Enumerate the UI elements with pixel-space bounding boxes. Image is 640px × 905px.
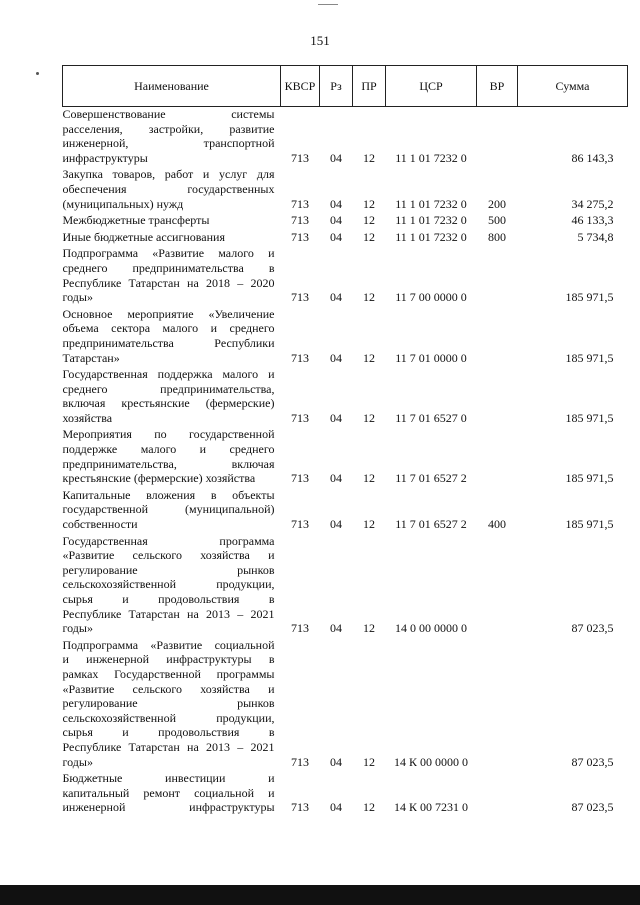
row-name-line: «Развитие сельского хозяйства и [62, 681, 275, 696]
cell-pr: 12 [363, 471, 375, 486]
cell-csr: 11 7 01 6527 2 [395, 471, 467, 486]
budget-table-container [62, 65, 627, 817]
row-name-line: Совершенствование системы [62, 107, 275, 121]
cell-sum: 185 971,5 [565, 471, 614, 486]
row-name-line: включая крестьянские (фермерские) [62, 396, 275, 411]
table-row [63, 107, 628, 168]
cell-pr: 12 [363, 350, 375, 365]
row-name-line: Республике Татарстан на 2018 – 2020 [62, 275, 275, 290]
table-row [63, 246, 628, 306]
table-row [63, 638, 628, 771]
cell-vr: 800 [488, 229, 506, 244]
cell-vr [477, 367, 518, 427]
cell-pr: 12 [363, 410, 375, 425]
table-row [63, 427, 628, 487]
cell-kvsr: 713 [291, 800, 309, 815]
cell-pr: 12 [363, 196, 375, 211]
table-row [63, 230, 628, 247]
row-name-line: Государственная поддержка малого и [62, 367, 275, 382]
cell-rz: 04 [330, 290, 342, 305]
cell-pr: 12 [363, 213, 375, 228]
row-name-line: обеспечения государственных [62, 181, 275, 196]
row-name [63, 427, 281, 487]
row-name-line: Иные бюджетные ассигнования [62, 229, 225, 244]
row-name-line: Основное мероприятие «Увеличение [62, 306, 275, 321]
header-pr: ПР [353, 66, 386, 107]
cell-kvsr: 713 [291, 213, 309, 228]
row-name-line: капитальный ремонт социальной и [62, 785, 275, 800]
cell-sum: 86 143,3 [571, 150, 614, 165]
cell-pr: 12 [363, 754, 375, 769]
cell-rz: 04 [330, 754, 342, 769]
row-name-line: Мероприятия по государственной [62, 427, 275, 442]
table-row [63, 488, 628, 534]
row-name [63, 367, 281, 427]
cell-kvsr: 713 [291, 471, 309, 486]
cell-csr: 11 7 01 0000 0 [395, 350, 467, 365]
row-name-line: годы» [62, 621, 93, 636]
cell-csr: 11 7 01 6527 2 [395, 517, 467, 532]
row-name-line: инженерной, транспортной [62, 136, 275, 151]
cell-kvsr: 713 [291, 196, 309, 211]
cell-vr [477, 771, 518, 817]
row-name-line: Республике Татарстан на 2013 – 2021 [62, 606, 275, 621]
row-name-line: крестьянские (фермерские) хозяйства [62, 471, 256, 486]
row-name-line: Бюджетные инвестиции и [62, 771, 275, 786]
cell-pr: 12 [363, 800, 375, 815]
table-header-row [63, 66, 628, 107]
row-name-line: собственности [62, 517, 138, 532]
row-name-line: сырья и продовольствия в [62, 725, 275, 740]
row-name-line: сырья и продовольствия в [62, 592, 275, 606]
table-row [63, 367, 628, 427]
row-name [63, 213, 281, 230]
budget-table [62, 65, 628, 817]
cell-rz: 04 [330, 410, 342, 425]
cell-pr: 12 [363, 290, 375, 305]
header-vr: ВР [477, 66, 518, 107]
cell-sum: 185 971,5 [565, 410, 614, 425]
cell-vr: 200 [488, 196, 506, 211]
table-row [63, 534, 628, 638]
row-name-line: рамках Государственной программы [62, 666, 275, 681]
cell-csr: 11 7 01 6527 0 [395, 410, 467, 425]
header-name: Наименование [63, 66, 281, 107]
row-name-line: Республике Татарстан на 2013 – 2021 [62, 739, 275, 754]
scan-mark [318, 4, 338, 5]
row-name [63, 167, 281, 213]
cell-vr [477, 107, 518, 168]
cell-pr: 12 [363, 229, 375, 244]
page-number: 151 [310, 33, 330, 48]
cell-rz: 04 [330, 800, 342, 815]
header-csr: ЦСР [386, 66, 477, 107]
cell-csr: 11 1 01 7232 0 [395, 229, 467, 244]
row-name-line: государственной (муниципальной) [62, 502, 275, 517]
cell-vr [477, 427, 518, 487]
row-name-line: «Развитие сельского хозяйства и [62, 548, 275, 563]
cell-sum: 87 023,5 [571, 754, 614, 769]
row-name-line: регулирование рынков [62, 562, 275, 577]
header-rz: Рз [320, 66, 353, 107]
row-name [63, 230, 281, 247]
cell-rz: 04 [330, 196, 342, 211]
cell-rz: 04 [330, 213, 342, 228]
header-sum: Сумма [518, 66, 628, 107]
cell-pr: 12 [363, 621, 375, 636]
row-name-line: предпринимательства Республики [62, 335, 275, 350]
row-name-line: Татарстан» [62, 350, 120, 365]
cell-kvsr: 713 [291, 410, 309, 425]
row-name-line: хозяйства [62, 410, 113, 425]
cell-kvsr: 713 [291, 517, 309, 532]
cell-kvsr: 713 [291, 150, 309, 165]
row-name-line: инфраструктуры [62, 150, 148, 165]
scan-mark [36, 72, 39, 75]
row-name-line: Государственная программа [62, 533, 275, 548]
row-name-line: Межбюджетные трансферты [62, 213, 210, 228]
cell-vr: 400 [488, 517, 506, 532]
row-name-line: расселения, застройки, развитие [62, 121, 275, 136]
cell-csr: 11 1 01 7232 0 [395, 196, 467, 211]
cell-sum: 34 275,2 [571, 196, 614, 211]
table-body [63, 107, 628, 817]
cell-sum: 185 971,5 [565, 350, 614, 365]
cell-kvsr: 713 [291, 621, 309, 636]
cell-vr: 500 [488, 213, 506, 228]
cell-kvsr: 713 [291, 754, 309, 769]
cell-csr: 11 7 00 0000 0 [395, 290, 467, 305]
table-row [63, 771, 628, 817]
cell-rz: 04 [330, 471, 342, 486]
cell-sum: 87 023,5 [571, 621, 614, 636]
row-name [63, 246, 281, 306]
header-kvsr: КВСР [281, 66, 320, 107]
cell-kvsr: 713 [291, 229, 309, 244]
row-name-line: Закупка товаров, работ и услуг для [62, 167, 275, 182]
row-name-line: (муниципальных) нужд [62, 196, 184, 211]
row-name-line: годы» [62, 290, 93, 305]
row-name [63, 107, 281, 168]
row-name [63, 534, 281, 638]
row-name-line: регулирование рынков [62, 696, 275, 711]
cell-rz: 04 [330, 150, 342, 165]
cell-rz: 04 [330, 517, 342, 532]
row-name-line: объема сектора малого и среднего [62, 321, 275, 336]
cell-rz: 04 [330, 350, 342, 365]
row-name [63, 307, 281, 367]
row-name-line: сельскохозяйственной продукции, [62, 577, 275, 592]
cell-kvsr: 713 [291, 350, 309, 365]
cell-csr: 14 К 00 0000 0 [393, 754, 468, 769]
cell-vr [477, 638, 518, 771]
row-name-line: годы» [62, 754, 93, 769]
row-name-line: поддержке малого и среднего [62, 442, 275, 457]
row-name-line: инженерной инфраструктуры [62, 800, 275, 815]
cell-sum: 46 133,3 [571, 213, 614, 228]
row-name-line: сельскохозяйственной продукции, [62, 710, 275, 725]
scan-bottom-edge [0, 885, 640, 905]
cell-kvsr: 713 [291, 290, 309, 305]
table-row [63, 213, 628, 230]
row-name [63, 638, 281, 771]
row-name [63, 488, 281, 534]
row-name-line: Подпрограмма «Развитие малого и [62, 246, 275, 261]
table-row [63, 167, 628, 213]
cell-vr [477, 246, 518, 306]
cell-vr [477, 534, 518, 638]
cell-sum: 5 734,8 [577, 229, 614, 244]
row-name-line: Подпрограмма «Развитие социальной [62, 637, 275, 652]
cell-pr: 12 [363, 517, 375, 532]
cell-csr: 11 1 01 7232 0 [395, 213, 467, 228]
cell-rz: 04 [330, 229, 342, 244]
row-name-line: и инженерной инфраструктуры в [62, 652, 275, 667]
row-name-line: среднего предпринимательства, [62, 381, 275, 396]
cell-sum: 185 971,5 [565, 517, 614, 532]
cell-pr: 12 [363, 150, 375, 165]
row-name-line: Капитальные вложения в объекты [62, 487, 275, 502]
cell-csr: 11 1 01 7232 0 [395, 150, 467, 165]
cell-rz: 04 [330, 621, 342, 636]
row-name-line: предпринимательства, включая [62, 456, 275, 471]
cell-vr [477, 307, 518, 367]
table-row [63, 307, 628, 367]
cell-csr: 14 0 00 0000 0 [395, 621, 467, 636]
cell-sum: 87 023,5 [571, 800, 614, 815]
cell-csr: 14 К 00 7231 0 [393, 800, 468, 815]
cell-sum: 185 971,5 [565, 290, 614, 305]
row-name [63, 771, 281, 817]
row-name-line: среднего предпринимательства в [62, 260, 275, 275]
